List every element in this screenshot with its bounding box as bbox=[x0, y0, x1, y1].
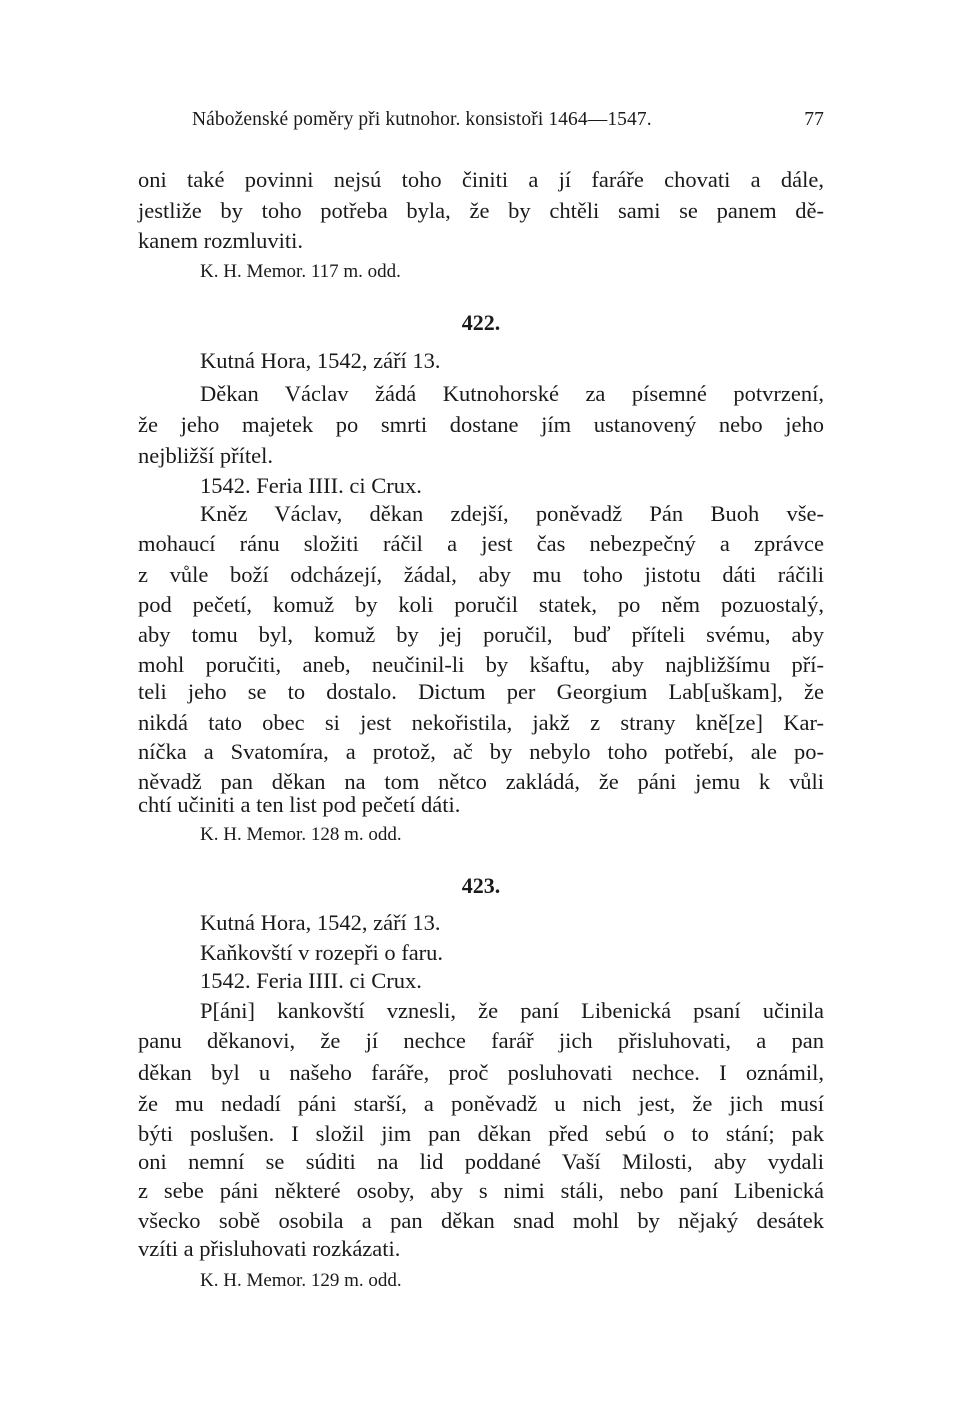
running-head-title: Náboženské poměry při kutnohor. konsistoři 1464—1547. bbox=[192, 109, 652, 130]
text-line: panu děkanovi, že jí nechce farář jich přisluhovati, a pan bbox=[138, 1028, 824, 1053]
book-page bbox=[138, 0, 824, 1419]
page-number: 77 bbox=[804, 109, 824, 130]
text-line: oni nemní se súditi na lid poddané Vaší Milosti, aby vydali bbox=[138, 1149, 824, 1174]
summary-line: že jeho majetek po smrti dostane jím ustanovený nebo jeho bbox=[138, 412, 824, 437]
text-line: že mu nedadí páni starší, a poněvadž u nich jest, že jich musí bbox=[138, 1091, 824, 1116]
text-line: chtí učiniti a ten list pod pečetí dáti. bbox=[138, 792, 461, 817]
text-line: děkan byl u našeho faráře, proč posluhovati nechce. I oznámil, bbox=[138, 1060, 824, 1085]
dating-line: 1542. Feria IIII. ci Crux. bbox=[200, 968, 422, 993]
summary-line: Kaňkovští v rozepři o faru. bbox=[200, 940, 444, 965]
text-line: vzíti a přisluhovati rozkázati. bbox=[138, 1236, 401, 1261]
text-line: teli jeho se to dostalo. Dictum per Georgium Lab[uškam], že bbox=[138, 679, 824, 704]
document-number: 423. bbox=[461, 873, 501, 898]
text-line: jestliže by toho potřeba byla, že by chtěli sami se panem dě- bbox=[138, 198, 824, 223]
text-line: níčka a Svatomíra, a protož, ač by nebylo toho potřebí, ale po- bbox=[138, 739, 824, 764]
summary-line: Děkan Václav žádá Kutnohorské za písemné potvrzení, bbox=[200, 381, 824, 406]
running-head bbox=[192, 109, 824, 133]
text-line: Kněz Václav, děkan zdejší, poněvadž Pán Buoh vše- bbox=[200, 501, 824, 526]
text-line: býti poslušen. I složil jim pan děkan před sebú o to stání; pak bbox=[138, 1121, 824, 1146]
place-date: Kutná Hora, 1542, září 13. bbox=[200, 348, 441, 373]
text-line: nikdá tato obec si jest nekořistila, jakž z strany kně[ze] Kar- bbox=[138, 710, 824, 735]
text-line: z sebe páni některé osoby, aby s nimi stáli, nebo paní Libenická bbox=[138, 1178, 824, 1203]
text-line: P[áni] kankovští vznesli, že paní Libenická psaní učinila bbox=[200, 998, 824, 1023]
source-reference: K. H. Memor. 129 m. odd. bbox=[200, 1270, 402, 1291]
document-number: 422. bbox=[461, 310, 501, 335]
text-line: mohl poručiti, aneb, neučinil-li by kšaftu, aby najbližšímu pří- bbox=[138, 652, 824, 677]
text-line: všecko sobě osobila a pan děkan snad mohl by nějaký desátek bbox=[138, 1208, 824, 1233]
dating-line: 1542. Feria IIII. ci Crux. bbox=[200, 473, 422, 498]
source-reference: K. H. Memor. 117 m. odd. bbox=[200, 261, 401, 282]
text-line: pod pečetí, komuž by koli poručil statek, po něm pozuostalý, bbox=[138, 592, 824, 617]
text-line: mohaucí ránu složiti ráčil a jest čas nebezpečný a zprávce bbox=[138, 531, 824, 556]
text-line: oni také povinni nejsú toho činiti a jí faráře chovati a dále, bbox=[138, 167, 824, 192]
summary-line: nejbližší přítel. bbox=[138, 443, 273, 468]
text-line: kanem rozmluviti. bbox=[138, 228, 303, 253]
text-line: něvadž pan děkan na tom nětco zakládá, že páni jemu k vůli bbox=[138, 769, 824, 794]
place-date: Kutná Hora, 1542, září 13. bbox=[200, 910, 441, 935]
text-line: aby tomu byl, komuž by jej poručil, buď příteli svému, aby bbox=[138, 622, 824, 647]
source-reference: K. H. Memor. 128 m. odd. bbox=[200, 824, 402, 845]
text-line: z vůle boží odcházejí, žádal, aby mu toho jistotu dáti ráčili bbox=[138, 562, 824, 587]
